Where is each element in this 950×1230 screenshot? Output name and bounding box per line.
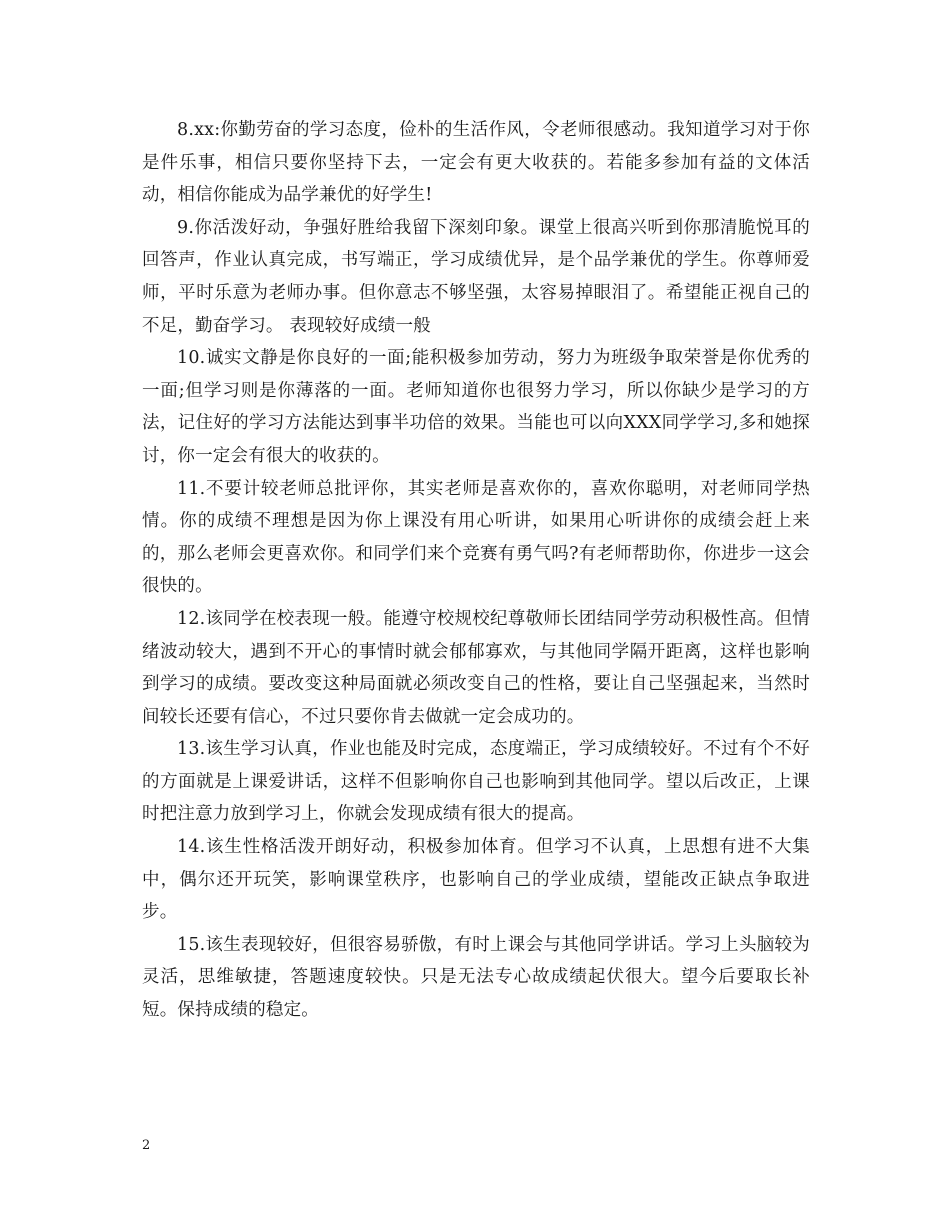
comment-paragraph-8: 8.xx:你勤劳奋的学习态度，俭朴的生活作风，令老师很感动。我知道学习对于你是件乐事，相信只要你坚持下去，一定会有更大收获的。若能多参加有益的文体活动，相信你能成为品学兼优的好学生! [142, 120, 810, 206]
comment-paragraph-12: 12.该同学在校表现一般。能遵守校规校纪尊敬师长团结同学劳动积极性高。但情绪波动较大，遇到不开心的事情时就会郁郁寡欢，与其他同学隔开距离，这样也影响到学习的成绩。要改变这种局面就必须改变自己的性格，要让自己坚强起来，当然时间较长还要有信心，不过只要你肯去做就一定会成功的。 [142, 608, 810, 727]
comment-paragraph-15: 15.该生表现较好，但很容易骄傲，有时上课会与其他同学讲话。学习上头脑较为灵活，思维敏捷，答题速度较快。只是无法专心故成绩起伏很大。望今后要取长补短。保持成绩的稳定。 [142, 934, 810, 1021]
comment-paragraph-14: 14.该生性格活泼开朗好动，积极参加体育。但学习不认真，上思想有进不大集中，偶尔还开玩笑，影响课堂秩序，也影响自己的学业成绩，望能改正缺点争取进步。 [142, 837, 810, 923]
comment-paragraph-10: 10.诚实文静是你良好的一面;能积极参加劳动，努力为班级争取荣誉是你优秀的一面;但学习则是你薄落的一面。老师知道你也很努力学习，所以你缺少是学习的方法，记住好的学习方法能达到事半功倍的效果。当能也可以向XXX同学学习,多和她探讨，你一定会有很大的收获的。 [142, 348, 810, 466]
document-body [142, 114, 810, 1027]
comment-paragraph-11: 11.不要计较老师总批评你，其实老师是喜欢你的，喜欢你聪明，对老师同学热情。你的成绩不理想是因为你上课没有用心听讲，如果用心听讲你的成绩会赶上来的，那么老师会更喜欢你。和同学们来个竞赛有勇气吗?有老师帮助你，你进步一这会很快的。 [142, 478, 810, 597]
comment-paragraph-9: 9.你活泼好动，争强好胜给我留下深刻印象。课堂上很高兴听到你那清脆悦耳的回答声，作业认真完成，书写端正，学习成绩优异，是个品学兼优的学生。你尊师爱师，平时乐意为老师办事。但你意志不够坚强，太容易掉眼泪了。希望能正视自己的不足，勤奋学习。 表现较好成绩一般 [142, 217, 810, 336]
page-number: 2 [142, 1138, 151, 1153]
comment-paragraph-13: 13.该生学习认真，作业也能及时完成，态度端正，学习成绩较好。不过有个不好的方面就是上课爱讲话，这样不但影响你自己也影响到其他同学。望以后改正，上课时把注意力放到学习上，你就会发现成绩有很大的提高。 [142, 739, 810, 825]
